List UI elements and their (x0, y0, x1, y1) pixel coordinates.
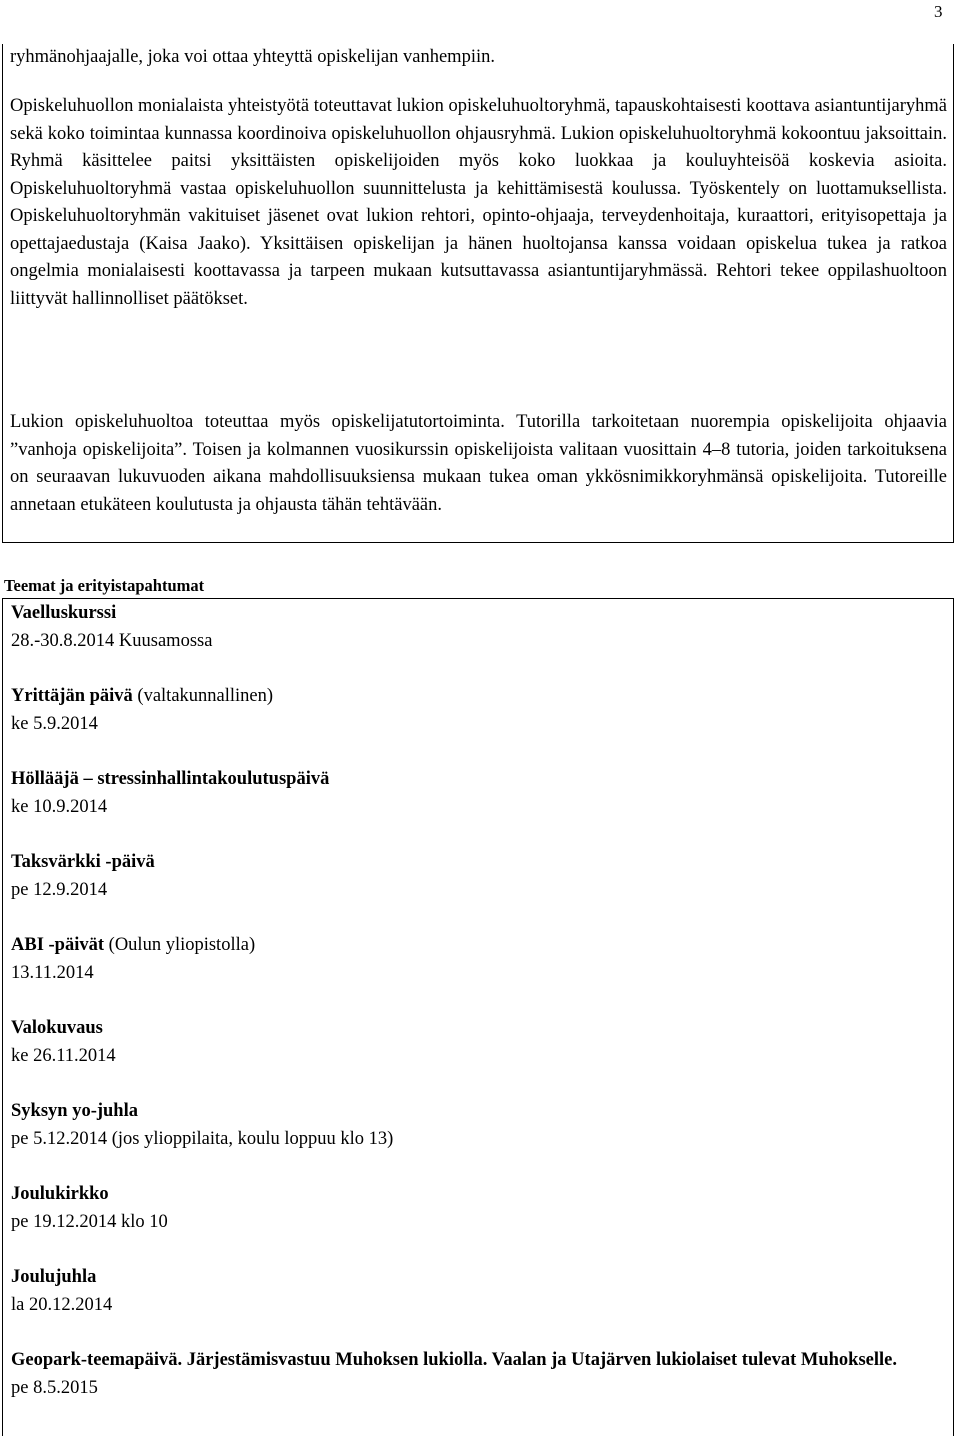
event-title: Valokuvaus (11, 1018, 103, 1038)
event-title: Vaelluskurssi (11, 603, 117, 623)
event-item (11, 932, 945, 987)
event-item (11, 1015, 945, 1070)
event-title-line (11, 1098, 945, 1126)
event-title-line (11, 766, 945, 794)
intro-text-box (2, 44, 954, 543)
event-item (11, 1264, 945, 1319)
event-date: ke 10.9.2014 (11, 796, 108, 817)
page-number: 3 (934, 2, 943, 21)
event-item (11, 849, 945, 904)
event-item (11, 1181, 945, 1236)
event-title-line (11, 1015, 945, 1043)
event-title: Joulukirkko (11, 1184, 109, 1204)
event-date: pe 5.12.2014 (jos ylioppilaita, koulu loppuu klo 13) (11, 1128, 394, 1149)
event-date: 28.-30.8.2014 Kuusamossa (11, 630, 213, 651)
events-box (2, 598, 954, 1436)
event-title: Yrittäjän päivä (11, 686, 133, 706)
event-title: ABI -päivät (11, 935, 105, 955)
event-date: ke 26.11.2014 (11, 1045, 116, 1066)
event-note: (Oulun yliopistolla) (104, 935, 256, 955)
event-title-line (11, 932, 945, 960)
event-title-line (11, 683, 945, 711)
event-item (11, 1098, 945, 1153)
event-date: la 20.12.2014 (11, 1294, 113, 1315)
event-title-line (11, 1181, 945, 1209)
event-title: Taksvärkki -päivä (11, 852, 155, 872)
event-title-line (11, 1264, 945, 1292)
event-item (11, 1347, 945, 1402)
event-note: (valtakunnallinen) (132, 686, 274, 706)
event-title-line (11, 849, 945, 877)
event-date: pe 8.5.2015 (11, 1377, 98, 1398)
event-date: 13.11.2014 (11, 962, 94, 983)
event-date: ke 5.9.2014 (11, 713, 98, 734)
event-date: pe 12.9.2014 (11, 879, 108, 900)
event-item (11, 766, 945, 821)
event-title: Geopark-teemapäivä. Järjestämisvastuu Muhoksen lukiolla. Vaalan ja Utajärven lukiolaiset tulevat Muhokselle. (11, 1350, 897, 1370)
event-item (11, 683, 945, 738)
event-title: Joulujuhla (11, 1267, 97, 1287)
events-heading: Teemat ja erityistapahtumat (4, 576, 205, 595)
paragraph-tutortoiminta: Lukion opiskeluhuoltoa toteuttaa myös opiskelijatutortoiminta. Tutorilla tarkoitetaan nuorempia opiskelijoita ohjaavia ”vanhoja opiskelijoita”. Toisen ja kolmannen vuosikurssin opiskelijoista valitaan vuosittain 4–8 tutoria, joiden tarkoituksena on seuraavan lukuvuoden aikana mahdollisuuksiensa mukaan tukea oman ykkösnimikkoryhmänsä opiskelijoita. Tutoreille annetaan etukäteen koulutusta ja ohjausta tähän tehtävään. (10, 412, 947, 515)
event-title: Syksyn yo-juhla (11, 1101, 138, 1121)
paragraph-continuation: ryhmänohjaajalle, joka voi ottaa yhteyttä opiskelijan vanhempiin. (10, 47, 495, 67)
event-title: Höllääjä – stressinhallintakoulutuspäivä (11, 769, 330, 789)
paragraph-opiskeluhuolto: Opiskeluhuollon monialaista yhteistyötä toteuttavat lukion opiskeluhuoltoryhmä, tapauskohtaisesti koottava asiantuntijaryhmä sekä koko toimintaa kunnassa koordinoiva opiskeluhuollon ohjausryhmä. Lukion opiskeluhuoltoryhmä kokoontuu jaksoittain. Ryhmä käsittelee paitsi yksittäisten opiskelijoiden myös koko luokkaa ja kouluyhteisöä koskevia asioita. Opiskeluhuoltoryhmä vastaa opiskeluhuollon suunnittelusta ja kehittämisestä koulussa. Työskentely on luottamuksellista. Opiskeluhuoltoryhmän vakituiset jäsenet ovat lukion rehtori, opinto-ohjaaja, terveydenhoitaja, kuraattori, erityisopettaja ja opettajaedustaja (Kaisa Jaako). Yksittäisen opiskelijan ja hänen huoltojansa kanssa voidaan opiskelua tukea ja ratkoa ongelmia monialaisesti koottavassa ja tarpeen mukaan kutsuttavassa asiantuntijaryhmässä. Rehtori tekee oppilashuoltoon liittyvät hallinnolliset päätökset. (10, 96, 947, 309)
event-item (11, 600, 945, 655)
event-date: pe 19.12.2014 klo 10 (11, 1211, 168, 1232)
event-title-line (11, 600, 945, 628)
event-title-line (11, 1347, 945, 1375)
